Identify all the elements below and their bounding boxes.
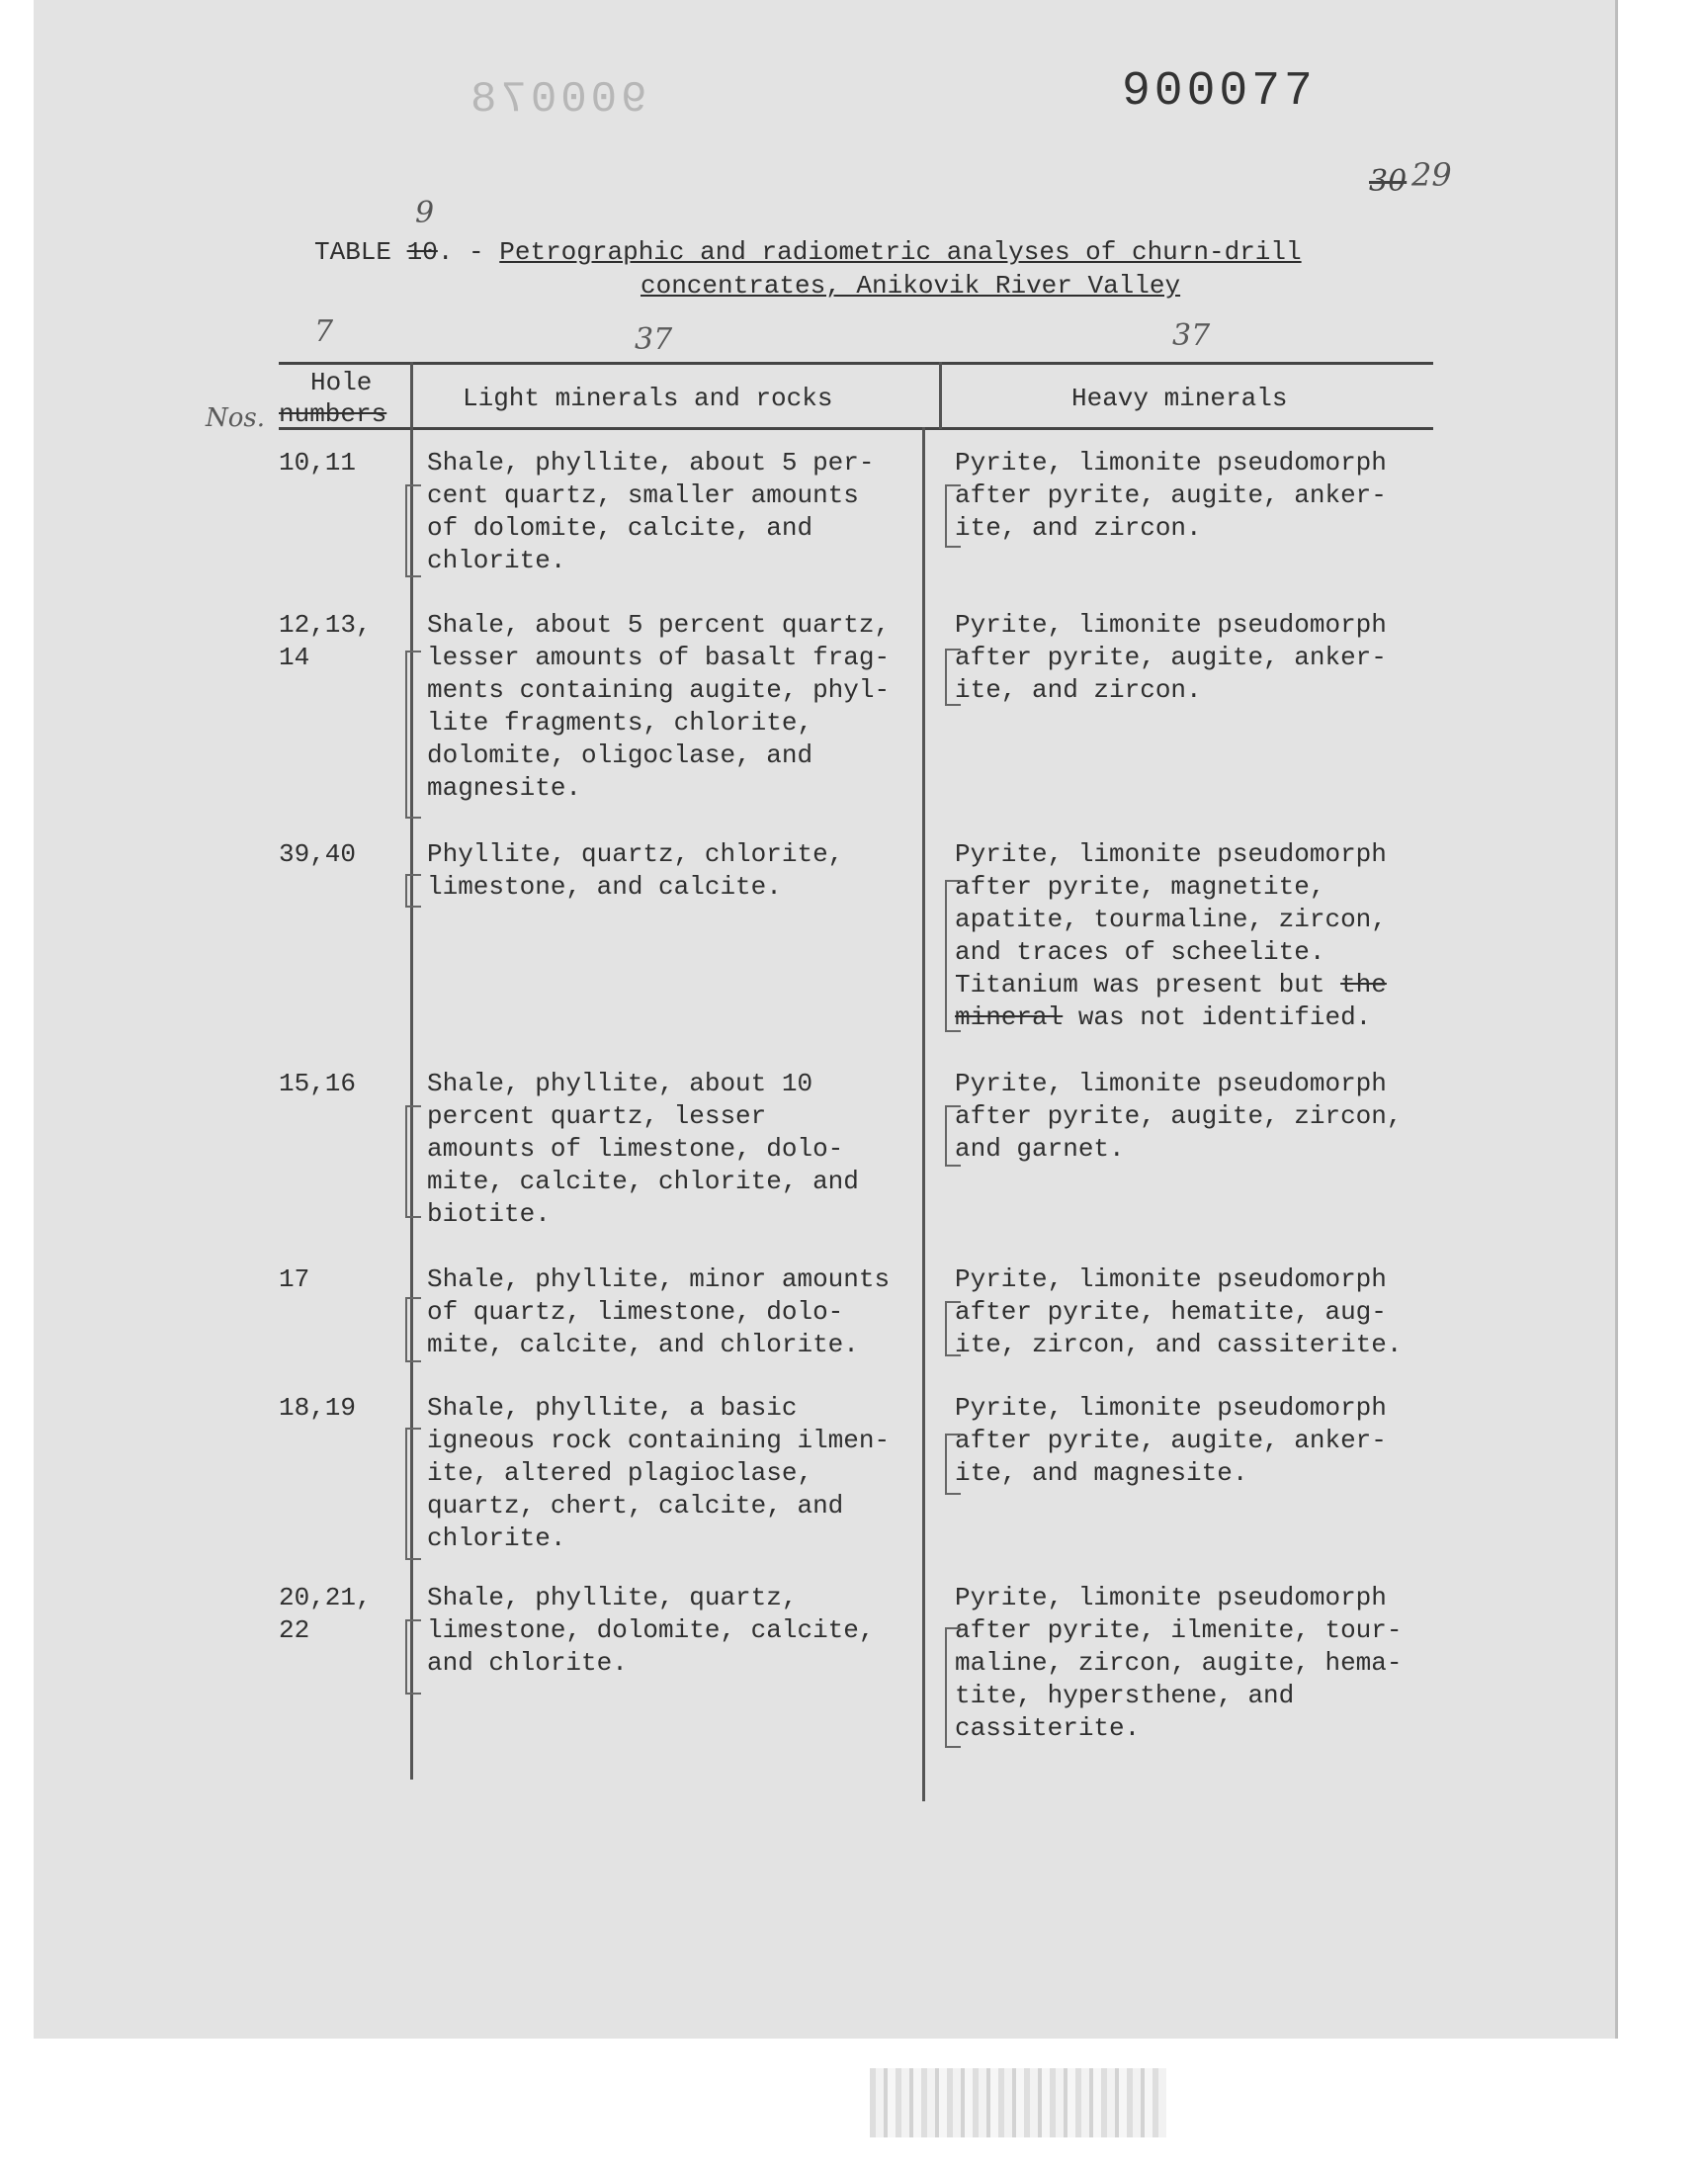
hole-numbers-row-6: 18,19 (279, 1393, 357, 1423)
header-hole-1: Hole (310, 368, 373, 397)
struck-word: the (1340, 970, 1387, 1000)
column-divider-2 (922, 427, 925, 1801)
hole-numbers-row-3: 39,40 (279, 839, 357, 869)
light-minerals-row-5: Shale, phyllite, minor amounts of quartz, limestone, dolo- mite, calcite, and chlorite. (427, 1264, 891, 1359)
title-line-2: concentrates, Anikovik River Valley (640, 271, 1181, 301)
light-minerals-row-1: Shale, phyllite, about 5 per- cent quartz, smaller amounts of dolomite, calcite, and chlorite. (427, 448, 875, 575)
heavy-minerals-row-4: Pyrite, limonite pseudomorph after pyrite, augite, zircon, and garnet. (955, 1069, 1403, 1164)
heavy-minerals-row-7: Pyrite, limonite pseudomorph after pyrite, ilmenite, tour- maline, zircon, augite, hema- tite, hypersthene, and cassiterite. (955, 1583, 1403, 1743)
header-hole-2: numbers (279, 399, 387, 429)
heavy-minerals-row-3-text: Pyrite, limonite pseudomorph after pyrite, magnetite, apatite, tourmaline, zircon, and traces of scheelite. Titanium was present but (955, 839, 1387, 1000)
margin-mark-col2: 37 (635, 322, 673, 357)
page-number: 29 (1411, 156, 1452, 194)
margin-mark-col1: 7 (314, 314, 334, 349)
header-heavy-minerals: Heavy minerals (1071, 384, 1288, 413)
hole-numbers-row-1: 10,11 (279, 448, 357, 478)
title-separator: . - (437, 237, 484, 267)
title-struck-number: 10 (406, 237, 438, 267)
bracket-mark (945, 484, 961, 548)
heavy-minerals-row-3 (955, 838, 1387, 1034)
light-minerals-row-2: Shale, about 5 percent quartz, lesser amounts of basalt frag- ments containing augite, phyl- lite fragments, chlorite, dolomite, oligoclase, and magnesite. (427, 610, 891, 803)
title-prefix: TABLE (314, 237, 392, 267)
title-line-1: Petrographic and radiometric analyses of churn-drill (499, 237, 1302, 267)
bracket-mark (405, 1619, 421, 1695)
bracket-mark (945, 1301, 961, 1356)
table-top-rule (279, 362, 1433, 365)
header-bottom-rule (279, 427, 1433, 430)
document-number: 900077 (1122, 65, 1317, 119)
bracket-mark (405, 1297, 421, 1362)
bracket-mark (405, 1428, 421, 1560)
heavy-minerals-row-3-end: was not identified. (1063, 1002, 1372, 1032)
table-number-handwritten: 9 (415, 196, 435, 230)
bracket-mark (945, 880, 961, 1032)
nos-annotation: Nos. (206, 403, 266, 433)
bracket-mark (945, 1627, 961, 1748)
bracket-mark (945, 1434, 961, 1495)
table-title (314, 235, 1451, 303)
bracket-mark (405, 874, 421, 908)
scan-artifact (870, 2068, 1166, 2137)
bleed-through-number: 900078 (467, 75, 647, 125)
bracket-mark (405, 484, 421, 577)
hole-numbers-row-7: 20,21, 22 (279, 1583, 372, 1645)
bracket-mark (405, 1105, 421, 1218)
bracket-mark (945, 1105, 961, 1167)
scan-margin (0, 2039, 1708, 2175)
page-number-struck: 30 (1369, 164, 1408, 199)
header-divider-2 (939, 362, 942, 429)
bracket-mark (405, 651, 421, 819)
margin-mark-col3: 37 (1172, 318, 1211, 353)
hole-numbers-row-2: 12,13, 14 (279, 610, 372, 672)
heavy-minerals-row-2: Pyrite, limonite pseudomorph after pyrite, augite, anker- ite, and zircon. (955, 610, 1387, 705)
bracket-mark (945, 649, 961, 706)
light-minerals-row-7: Shale, phyllite, quartz, limestone, dolomite, calcite, and chlorite. (427, 1583, 875, 1678)
light-minerals-row-6: Shale, phyllite, a basic igneous rock containing ilmen- ite, altered plagioclase, quartz, chert, calcite, and chlorite. (427, 1393, 891, 1553)
hole-numbers-row-4: 15,16 (279, 1069, 357, 1098)
light-minerals-row-3: Phyllite, quartz, chlorite, limestone, and calcite. (427, 839, 844, 902)
heavy-minerals-row-6: Pyrite, limonite pseudomorph after pyrite, augite, anker- ite, and magnesite. (955, 1393, 1387, 1488)
light-minerals-row-4: Shale, phyllite, about 10 percent quartz, lesser amounts of limestone, dolo- mite, calcite, chlorite, and biotite. (427, 1069, 859, 1229)
header-light-minerals: Light minerals and rocks (463, 384, 833, 413)
hole-numbers-row-5: 17 (279, 1264, 310, 1294)
struck-word: mineral (955, 1002, 1064, 1032)
heavy-minerals-row-5: Pyrite, limonite pseudomorph after pyrite, hematite, aug- ite, zircon, and cassiterite. (955, 1264, 1403, 1359)
heavy-minerals-row-1: Pyrite, limonite pseudomorph after pyrite, augite, anker- ite, and zircon. (955, 448, 1387, 543)
